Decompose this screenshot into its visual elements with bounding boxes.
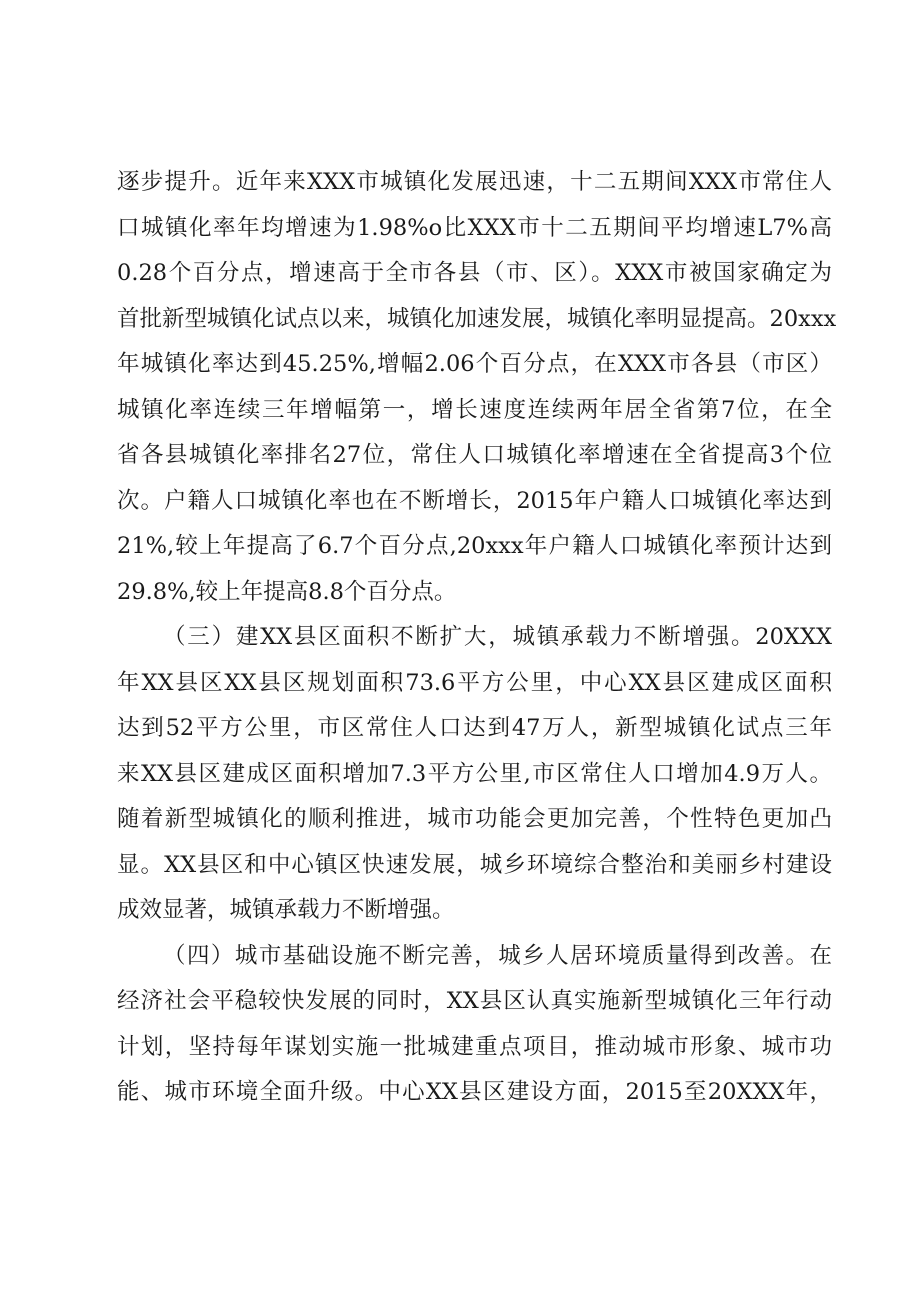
text-line: 年XX县区XX县区规划面积73.6平方公里，中心XX县区建成区面积 (117, 669, 832, 696)
section-heading-line: （四）城市基础设施不断完善，城乡人居环境质量得到改善。在 (163, 942, 832, 969)
text-line: 能、城市环境全面升级。中心XX县区建设方面，2015至20XXX年， (117, 1079, 832, 1105)
text-line: 逐步提升。近年来XXX市城镇化发展迅速，十二五期间XXX市常住人 (117, 169, 832, 195)
text-line: 计划，坚持每年谋划实施一批城建重点项目，推动城市形象、城市功 (117, 1033, 832, 1060)
text-line: 来XX县区建成区面积增加7.3平方公里,市区常住人口增加4.9万人。 (117, 760, 832, 787)
text-line: 达到52平方公里，市区常住人口达到47万人，新型城镇化试点三年 (117, 715, 832, 741)
paragraph-urbanization-rate (117, 160, 837, 615)
text-line: 显。XX县区和中心镇区快速发展，城乡环境综合整治和美丽乡村建设 (117, 851, 832, 878)
text-line: 随着新型城镇化的顺利推进，城市功能会更加完善，个性特色更加凸 (117, 806, 832, 832)
paragraph-section-three (117, 615, 832, 934)
text-line: 29.8%,较上年提高8.8个百分点。 (117, 578, 457, 605)
text-line: 0.28个百分点，增速高于全市各县（市、区）。XXX市被国家确定为 (117, 260, 832, 286)
text-line: 经济社会平稳较快发展的同时，XX县区认真实施新型城镇化三年行动 (117, 988, 832, 1014)
text-line: 21%,较上年提高了6.7个百分点,20xxx年户籍人口城镇化率预计达到 (117, 533, 832, 559)
text-line: 年城镇化率达到45.25%,增幅2.06个百分点，在XXX市各县（市区） (117, 351, 832, 377)
section-heading-line: （三）建XX县区面积不断扩大，城镇承载力不断增强。20XXX (163, 624, 832, 650)
text-line: 成效显著，城镇承载力不断增强。 (117, 897, 455, 923)
text-line: 省各县城镇化率排名27位，常住人口城镇化率增速在全省提高3个位 (117, 442, 832, 468)
document-body (117, 160, 837, 1116)
text-line: 城镇化率连续三年增幅第一，增长速度连续两年居全省第7位，在全 (117, 396, 832, 423)
text-line: 次。户籍人口城镇化率也在不断增长，2015年户籍人口城镇化率达到 (117, 487, 832, 514)
text-line: 首批新型城镇化试点以来，城镇化加速发展，城镇化率明显提高。20xxx (117, 305, 837, 332)
paragraph-section-four (117, 934, 832, 1116)
text-line: 口城镇化率年均增速为1.98%o比XXX市十二五期间平均增速L7%高 (117, 214, 832, 241)
